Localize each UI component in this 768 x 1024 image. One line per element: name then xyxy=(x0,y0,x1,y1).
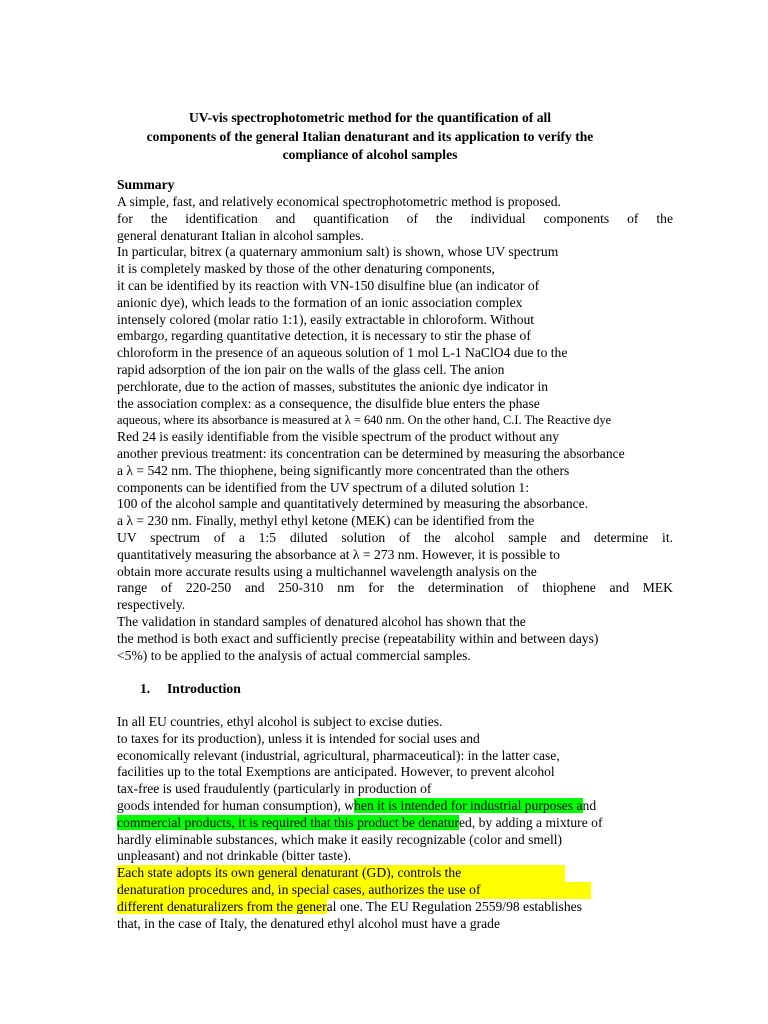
summary-line: perchlorate, due to the action of masses, substitutes the anionic dye indicator in xyxy=(117,378,549,394)
document-title xyxy=(100,109,640,165)
summary-body xyxy=(117,194,673,664)
summary-line: respectively. xyxy=(117,597,186,613)
title-line: compliance of alcohol samples xyxy=(282,147,458,163)
intro-line-highlighted xyxy=(117,899,673,916)
summary-line: a λ = 230 nm. Finally, methyl ethyl ketone (MEK) can be identified from the xyxy=(117,513,535,529)
plain-text: al one. The EU Regulation 2559/98 establishes xyxy=(326,898,582,914)
summary-line: the association complex: as a consequence, the disulfide blue enters the phase xyxy=(117,395,540,411)
summary-line: anionic dye), which leads to the formation of an ionic association complex xyxy=(117,294,523,310)
intro-line: facilities up to the total Exemptions are anticipated. However, to prevent alcohol xyxy=(117,764,555,780)
summary-line: another previous treatment: its concentration can be determined by measuring the absorbance xyxy=(117,445,625,461)
summary-line: it can be identified by its reaction with VN-150 disulfine blue (an indicator of xyxy=(117,277,540,293)
summary-line: UV spectrum of a 1:5 diluted solution of the alcohol sample and determine it. xyxy=(117,529,673,545)
summary-line: <5%) to be applied to the analysis of actual commercial samples. xyxy=(117,647,471,663)
plain-text: nd xyxy=(582,797,597,813)
title-line: UV-vis spectrophotometric method for the quantification of all xyxy=(188,110,552,125)
section-number: 1. xyxy=(140,681,151,696)
yellow-highlight: different denaturalizers from the gener xyxy=(117,898,327,914)
summary-line: obtain more accurate results using a multichannel wavelength analysis on the xyxy=(117,563,537,579)
intro-line-highlighted xyxy=(117,865,673,882)
introduction-heading xyxy=(140,681,241,697)
summary-line: chloroform in the presence of an aqueous solution of 1 mol L-1 NaClO4 due to the xyxy=(117,345,568,361)
intro-line: that, in the case of Italy, the denatured ethyl alcohol must have a grade xyxy=(117,915,500,931)
summary-line: intensely colored (molar ratio 1:1), easily extractable in chloroform. Without xyxy=(117,311,535,327)
summary-line: aqueous, where its absorbance is measured at λ = 640 nm. On the other hand, C.I. The Reactive dye xyxy=(117,413,612,428)
summary-line: it is completely masked by those of the other denaturing components, xyxy=(117,261,495,277)
summary-line: quantitatively measuring the absorbance at λ = 273 nm. However, it is possible to xyxy=(117,546,560,562)
intro-line: economically relevant (industrial, agricultural, pharmaceutical): in the latter case, xyxy=(117,747,560,763)
intro-line: hardly eliminable substances, which make it easily recognizable (color and smell) xyxy=(117,831,563,847)
summary-line: a λ = 542 nm. The thiophene, being significantly more concentrated than the others xyxy=(117,462,570,478)
summary-heading: Summary xyxy=(117,177,175,192)
intro-line: In all EU countries, ethyl alcohol is subject to excise duties. xyxy=(117,714,443,729)
summary-line: The validation in standard samples of denatured alcohol has shown that the xyxy=(117,613,526,629)
plain-text: goods intended for human consumption), w xyxy=(117,797,355,813)
intro-line: tax-free is used fraudulently (particularly in production of xyxy=(117,781,432,797)
green-highlight: commercial products, it is required that this product be denatur xyxy=(117,814,460,830)
title-line: components of the general Italian denaturant and its application to verify the xyxy=(146,128,594,144)
summary-line: components can be identified from the UV spectrum of a diluted solution 1: xyxy=(117,479,530,495)
summary-line: range of 220-250 and 250-310 nm for the determination of thiophene and MEK xyxy=(117,580,673,596)
green-highlight: hen it is intended for industrial purposes a xyxy=(354,797,583,813)
yellow-highlight: denaturation procedures and, in special cases, authorizes the use of xyxy=(117,882,591,899)
summary-line: general denaturant Italian in alcohol samples. xyxy=(117,227,364,243)
intro-line: unpleasant) and not drinkable (bitter taste). xyxy=(117,848,352,864)
yellow-highlight: Each state adopts its own general denaturant (GD), controls the xyxy=(117,865,565,882)
summary-line: 100 of the alcohol sample and quantitatively determined by measuring the absorbance. xyxy=(117,496,589,512)
summary-line: Red 24 is easily identifiable from the visible spectrum of the product without any xyxy=(117,429,560,445)
intro-line-highlighted xyxy=(117,798,673,815)
summary-line: A simple, fast, and relatively economical spectrophotometric method is proposed. xyxy=(117,194,561,209)
intro-line-highlighted xyxy=(117,882,673,899)
summary-line: the method is both exact and sufficiently precise (repeatability within and between days) xyxy=(117,630,599,646)
summary-line: for the identification and quantification of the individual components of the xyxy=(117,210,673,226)
intro-line: to taxes for its production), unless it is intended for social uses and xyxy=(117,730,480,746)
summary-line: embargo, regarding quantitative detection, it is necessary to stir the phase of xyxy=(117,328,531,344)
plain-text: ed, by adding a mixture of xyxy=(459,814,603,830)
section-title: Introduction xyxy=(167,681,241,696)
summary-line: In particular, bitrex (a quaternary ammonium salt) is shown, whose UV spectrum xyxy=(117,244,559,260)
intro-line-highlighted xyxy=(117,815,673,832)
introduction-body xyxy=(117,714,673,932)
summary-line: rapid adsorption of the ion pair on the walls of the glass cell. The anion xyxy=(117,361,505,377)
